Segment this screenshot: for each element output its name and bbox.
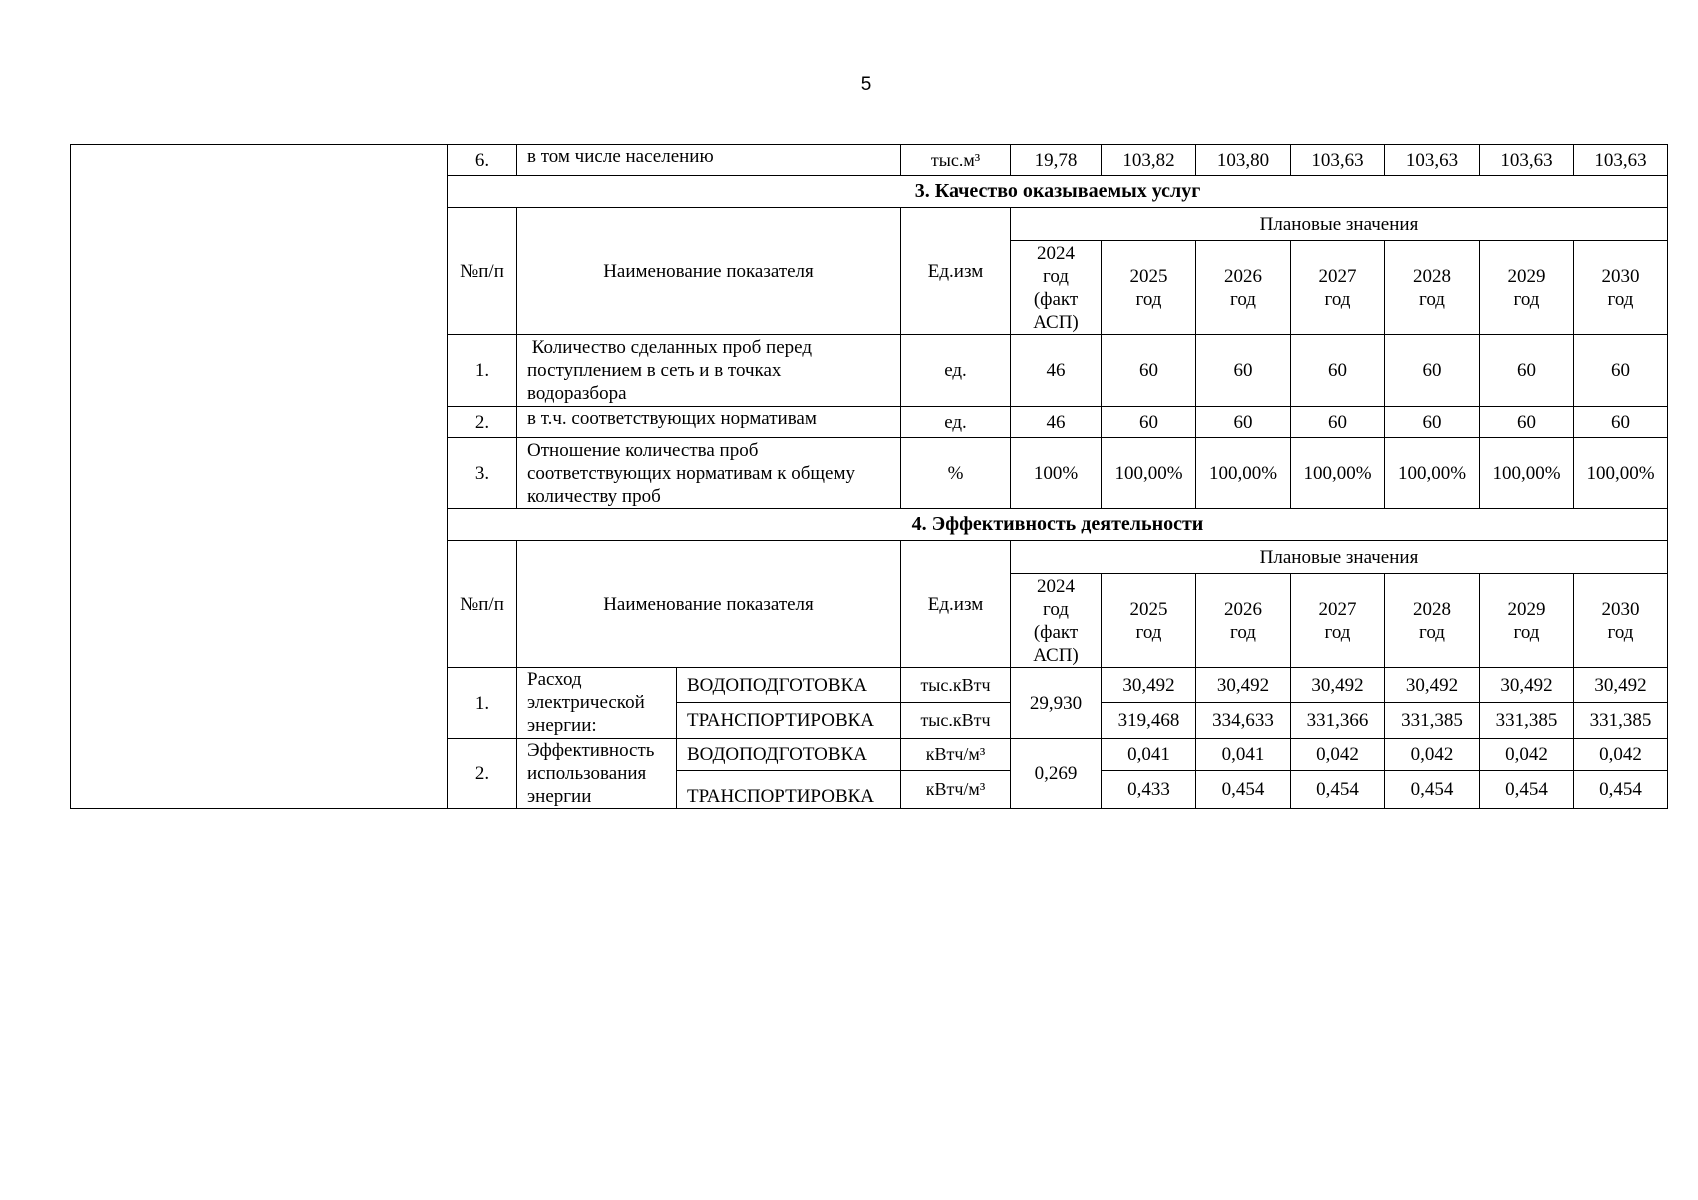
value-2029: 0,454 [1480,771,1574,809]
value-2030: 60 [1574,407,1668,438]
indicator-name: Количество сделанных проб перед поступлением в сеть и в точках водоразбора [517,335,901,407]
header-year-2024: 2024 год (факт АСП) [1011,241,1102,335]
value-2026: 60 [1196,407,1291,438]
value-2026: 100,00% [1196,438,1291,509]
value-2028: 60 [1385,335,1480,407]
value-2030: 103,63 [1574,145,1668,176]
header-year-2024: 2024 год (факт АСП) [1011,574,1102,668]
row-number: 2. [448,739,517,809]
unit-cell: кВтч/м³ [901,739,1011,771]
value-2026: 60 [1196,335,1291,407]
value-2024: 29,930 [1011,668,1102,739]
value-2027: 103,63 [1291,145,1385,176]
row-number: 3. [448,438,517,509]
value-2028: 60 [1385,407,1480,438]
value-2026: 0,041 [1196,739,1291,771]
header-num: №п/п [448,208,517,335]
value-2026: 0,454 [1196,771,1291,809]
value-2028: 0,042 [1385,739,1480,771]
value-2028: 30,492 [1385,668,1480,703]
indicator-name: в т.ч. соответствующих нормативам [517,407,901,438]
value-2024: 19,78 [1011,145,1102,176]
value-2029: 60 [1480,407,1574,438]
value-2029: 30,492 [1480,668,1574,703]
value-2029: 60 [1480,335,1574,407]
value-2025: 100,00% [1102,438,1196,509]
header-year-2029: 2029 год [1480,574,1574,668]
unit-cell: тыс.м³ [901,145,1011,176]
header-year-2028: 2028 год [1385,574,1480,668]
header-name: Наименование показателя [517,541,901,668]
value-2025: 319,468 [1102,703,1196,739]
table-row-6 [71,145,1668,176]
unit-cell: % [901,438,1011,509]
indicator-name: в том числе населению [517,145,901,176]
value-2024: 46 [1011,335,1102,407]
value-2024: 46 [1011,407,1102,438]
value-2028: 0,454 [1385,771,1480,809]
value-2026: 30,492 [1196,668,1291,703]
value-2029: 331,385 [1480,703,1574,739]
section-4-title: 4. Эффективность деятельности [448,509,1668,541]
subtype-label: ВОДОПОДГОТОВКА [677,668,901,703]
value-2027: 60 [1291,335,1385,407]
unit-cell: ед. [901,335,1011,407]
value-2024: 100% [1011,438,1102,509]
value-2030: 100,00% [1574,438,1668,509]
header-year-2027: 2027 год [1291,241,1385,335]
subtype-label: ТРАНСПОРТИРОВКА [677,703,901,739]
row-number: 2. [448,407,517,438]
header-unit: Ед.изм [901,208,1011,335]
header-num: №п/п [448,541,517,668]
header-unit: Ед.изм [901,541,1011,668]
value-2027: 0,454 [1291,771,1385,809]
value-2025: 0,041 [1102,739,1196,771]
header-name: Наименование показателя [517,208,901,335]
header-year-2028: 2028 год [1385,241,1480,335]
value-2030: 60 [1574,335,1668,407]
header-year-2026: 2026 год [1196,241,1291,335]
unit-cell: ед. [901,407,1011,438]
value-2029: 0,042 [1480,739,1574,771]
value-2026: 103,80 [1196,145,1291,176]
value-2029: 100,00% [1480,438,1574,509]
value-2030: 0,454 [1574,771,1668,809]
header-planned: Плановые значения [1011,208,1668,241]
value-2027: 100,00% [1291,438,1385,509]
unit-cell: тыс.кВтч [901,703,1011,739]
value-2030: 30,492 [1574,668,1668,703]
indicator-name: Расход электрической энергии: [517,668,677,739]
row-number: 6. [448,145,517,176]
subtype-label: ТРАНСПОРТИРОВКА [677,771,901,809]
value-2027: 30,492 [1291,668,1385,703]
row-number: 1. [448,335,517,407]
header-year-2030: 2030 год [1574,574,1668,668]
header-year-2026: 2026 год [1196,574,1291,668]
header-year-2029: 2029 год [1480,241,1574,335]
unit-cell: кВтч/м³ [901,771,1011,809]
value-2028: 100,00% [1385,438,1480,509]
row-number: 1. [448,668,517,739]
value-2025: 60 [1102,335,1196,407]
value-2030: 0,042 [1574,739,1668,771]
value-2028: 103,63 [1385,145,1480,176]
header-year-2025: 2025 год [1102,241,1196,335]
section-3-title: 3. Качество оказываемых услуг [448,176,1668,208]
value-2027: 331,366 [1291,703,1385,739]
unit-cell: тыс.кВтч [901,668,1011,703]
indicator-name: Эффективность использования энергии [517,739,677,809]
value-2028: 331,385 [1385,703,1480,739]
indicators-table [70,144,1668,809]
value-2029: 103,63 [1480,145,1574,176]
value-2024: 0,269 [1011,739,1102,809]
value-2025: 0,433 [1102,771,1196,809]
left-blank-column [71,145,448,809]
header-year-2027: 2027 год [1291,574,1385,668]
value-2027: 0,042 [1291,739,1385,771]
subtype-label: ВОДОПОДГОТОВКА [677,739,901,771]
header-year-2025: 2025 год [1102,574,1196,668]
value-2025: 103,82 [1102,145,1196,176]
page-number: 5 [860,74,872,95]
indicator-name: Отношение количества проб соответствующих нормативам к общему количеству проб [517,438,901,509]
header-year-2030: 2030 год [1574,241,1668,335]
value-2025: 60 [1102,407,1196,438]
value-2030: 331,385 [1574,703,1668,739]
value-2025: 30,492 [1102,668,1196,703]
value-2026: 334,633 [1196,703,1291,739]
value-2027: 60 [1291,407,1385,438]
header-planned: Плановые значения [1011,541,1668,574]
